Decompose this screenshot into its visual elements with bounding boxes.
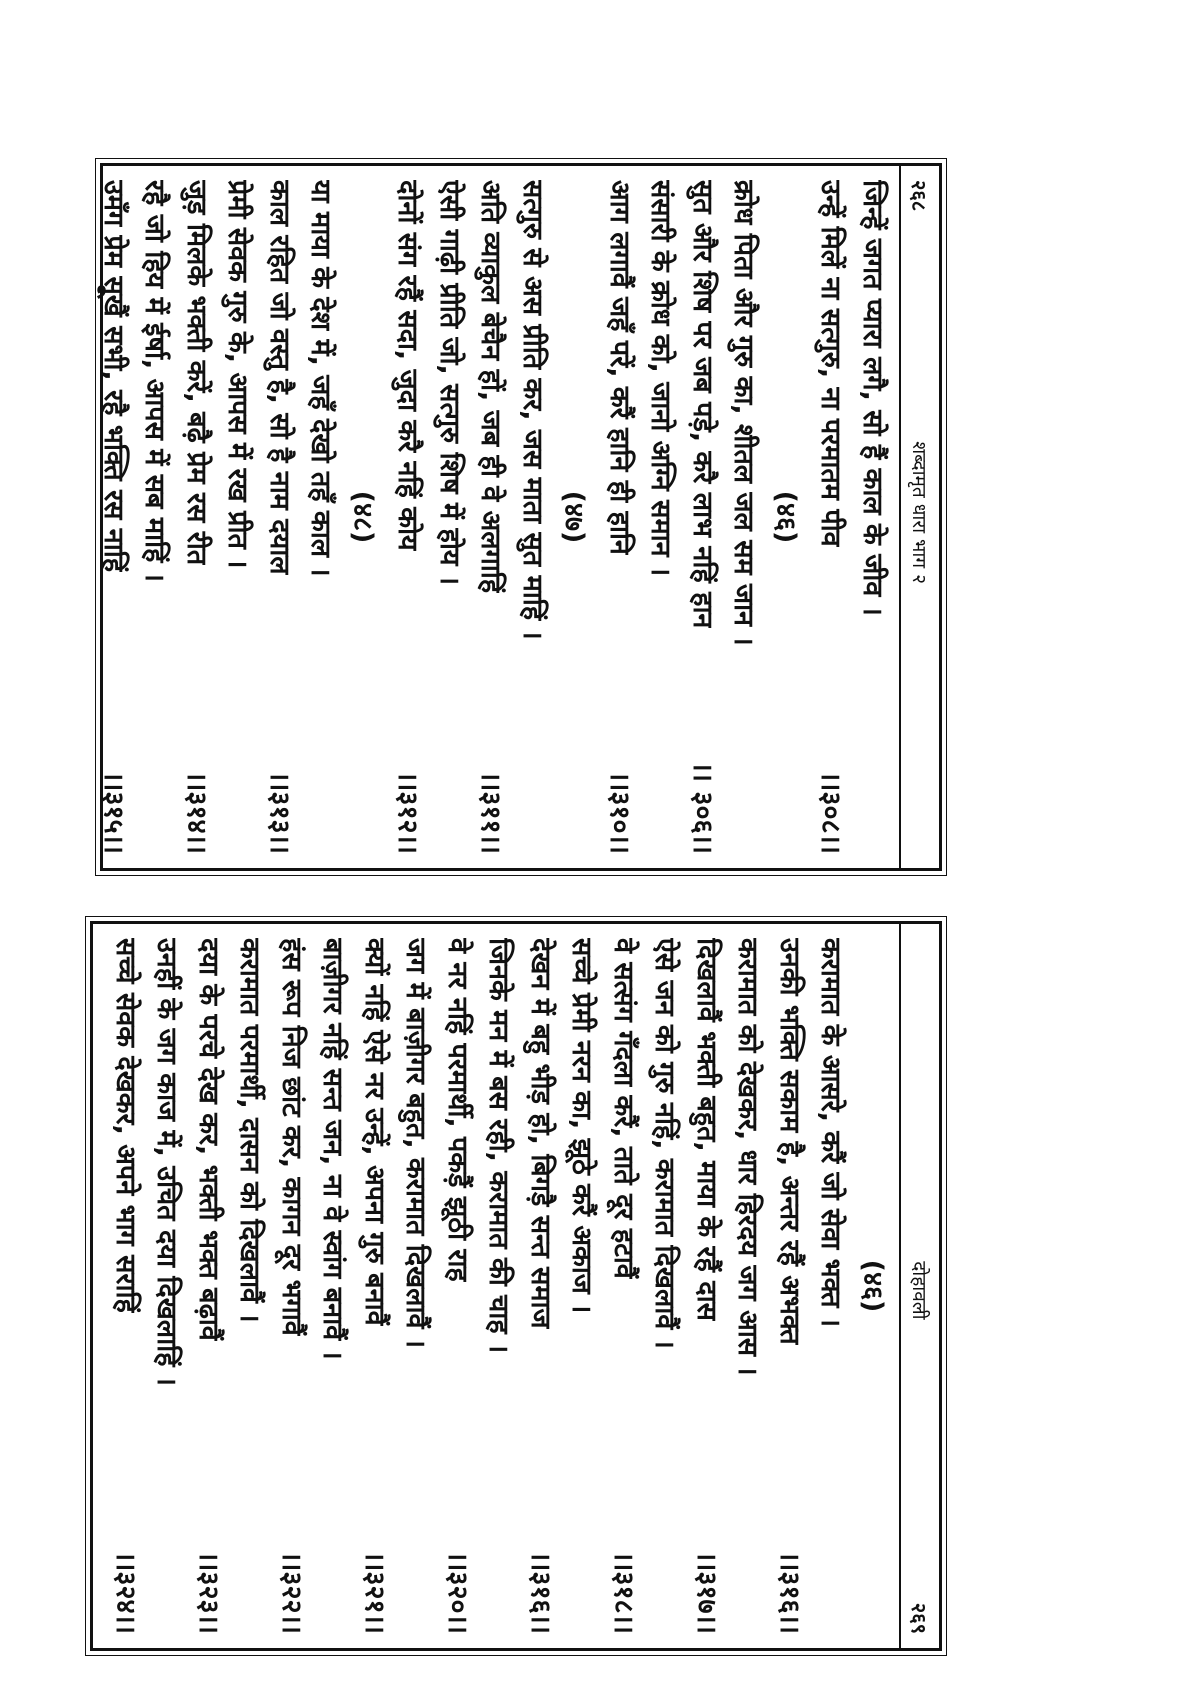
verse-text: या माया के देश में, जहँ देखो तहँ काल ।: [305, 180, 337, 577]
verse-line: [354, 938, 396, 1634]
verse-text: हंस रूप निज छांट कर, कागन दूर भगावैं: [276, 938, 307, 1336]
left-page: [100, 163, 942, 871]
verse-text: जुड़ मिलके भक्ती करें, बढ़ै प्रेम रस रीत: [181, 180, 212, 566]
verse-line: [176, 180, 218, 854]
verse-text: सच्चे प्रेमी नरन का, झूठे करैं अकाज ।: [566, 938, 598, 1314]
verse-text: ऐसे जन को गुरु नहिं, करामात दिखलावैं ।: [649, 938, 681, 1349]
verse-number: ।।३१६।।: [774, 1550, 805, 1634]
verse-text: दोनों संग रहैं सदा, जुदा करै नहिं कोय: [392, 180, 424, 551]
verse-line: [134, 180, 176, 854]
verse-number: ।।३१७।।: [691, 1550, 722, 1634]
verse-number: ।।३२०।।: [442, 1550, 473, 1634]
verse-line: [599, 180, 641, 854]
verse-line: [229, 938, 271, 1634]
verse-line: [769, 938, 811, 1634]
verse-number: ।।३२३।।: [193, 1550, 224, 1634]
section-marker: (४७): [558, 490, 590, 544]
verse-text: करामात के आसरे, करैं जो सेवा भक्त ।: [815, 938, 847, 1328]
verse-number: ।।३२२।।: [276, 1550, 307, 1634]
verse-line: [644, 938, 686, 1634]
page-header: [899, 166, 939, 868]
page-body: [101, 924, 900, 1648]
verse-line: [520, 938, 562, 1634]
page-number: २६८: [907, 180, 932, 212]
verse-text: उमँग प्रेम सूखैं सभी, रहै भक्ति रस नाहिं: [98, 180, 129, 573]
page-body: [89, 166, 900, 868]
verse-line: [512, 180, 554, 854]
verse-line: [259, 180, 301, 854]
verse-text: सच्चे सेवक देखकर, अपने भाग सराहिं: [110, 938, 141, 1313]
verse-text: दिखलावैं भक्ती बहुत, माया के रहैं दास: [691, 938, 722, 1321]
verse-text: सत्गुरु से अस प्रीति कर, जस माता सुत माहिं ।: [517, 180, 548, 640]
verse-number: ।।३१०।।: [604, 770, 635, 854]
verse-line: [640, 180, 682, 854]
verse-line: [478, 938, 520, 1634]
verse-number: ।।३२४।।: [110, 1550, 141, 1634]
verse-number: ।।३१८।।: [608, 1550, 639, 1634]
verse-text: संसारी के क्रोध को, जानो अग्नि समान ।: [645, 180, 677, 577]
right-page: [90, 921, 942, 1651]
verse-text: अति व्याकुल बेचैन हों, जब ही वे अलगाहिं: [475, 180, 507, 594]
verse-text: उन्हें मिलें ना सत्गुरु, ना परमातम पीव: [815, 180, 847, 547]
page-number: २६९: [907, 1602, 932, 1634]
verse-text: सुत और शिष पर जब पड़े, करै लाभ नहिं हान: [687, 180, 718, 629]
verse-text: देखन में बहु भीड़ हो, बिगड़ै सन्त समाज: [525, 938, 556, 1329]
verse-number: ।।३१६।।: [525, 1550, 556, 1634]
verse-text: जिनके मन में बस रही, करामात की चाह ।: [483, 938, 515, 1354]
verse-line: [810, 180, 852, 854]
verse-line: [146, 938, 188, 1634]
verse-text: वे सत्संग गँदला करैं, ताते दूर हटावैं: [608, 938, 639, 1279]
verse-line: [470, 180, 512, 854]
verse-line: [387, 180, 429, 854]
verse-line: [429, 180, 471, 854]
verse-line: [603, 938, 645, 1634]
verse-text: करामात को देखकर, धार हिरदय जग आस ।: [732, 938, 764, 1376]
verse-text: काल रहित जो वस्तु है, सो है नाम दयाल: [264, 180, 295, 575]
verse-number: ।। ३०६।।: [687, 761, 718, 854]
verse-line: [312, 938, 354, 1634]
verse-line: [271, 938, 313, 1634]
verse-number: ।।३०८।।: [815, 770, 847, 854]
verse-line: [300, 180, 342, 854]
verse-line: [561, 938, 603, 1634]
verse-number: ।।३१४।।: [181, 770, 212, 854]
verse-number: ।।३१२।।: [392, 770, 424, 854]
verse-line: [395, 938, 437, 1634]
verse-text: उनकी भक्ति सकाम है, अन्तर रहैं अभक्त: [774, 938, 805, 1345]
verse-text: आग लगावैं जहँ परें, करैं हानि ही हानि: [604, 180, 635, 555]
running-title: शब्दामृत धारा भाग २: [908, 441, 930, 584]
section-marker: (४६): [770, 490, 801, 544]
verse-line: [810, 938, 852, 1634]
verse-line: [723, 180, 765, 854]
running-title: दोहावली: [908, 1261, 930, 1320]
verse-line: [852, 180, 894, 854]
verse-text: वे नर नहिं परमार्थी, पकड़ैं झूठी राह: [442, 938, 473, 1282]
verse-text: उनहीं के जग काज में, उचित दया दिखलाहिं ।: [151, 938, 183, 1387]
verse-text: बाज़ीगर नहिं सन्त जन, ना वे स्वांग बनावैं ।: [317, 938, 349, 1360]
verse-line: [437, 938, 479, 1634]
verse-text: ऐसी गाढ़ी प्रीति जो, सत्गुरु शिष में होय ।: [434, 180, 465, 586]
verse-number: ।।३११।।: [475, 770, 507, 854]
verse-number: ।।३१५।।: [98, 770, 129, 854]
section-marker: (४६): [857, 1259, 888, 1313]
verse-line: [188, 938, 230, 1634]
verse-text: जग में बाज़ीगर बहुत, करामात दिखलावैं ।: [400, 938, 432, 1349]
verse-text: करामात परमार्थी, दासन को दिखलावैं ।: [234, 938, 266, 1323]
verse-text: दया के परचे देख कर, भक्ती भक्त बढ़ावैं: [193, 938, 224, 1341]
verse-line: [727, 938, 769, 1634]
verse-text: जिन्हें जगत प्यारा लगै, सो हैं काल के जीव ।: [857, 180, 888, 616]
verse-line: [686, 938, 728, 1634]
verse-line: [105, 938, 147, 1634]
verse-line: [93, 180, 135, 854]
verse-number: ।।३१३।।: [264, 770, 295, 854]
verse-line: [217, 180, 259, 854]
verse-line: [682, 180, 724, 854]
verse-text: क्रोध पिता और गुरु का, शीतल जल सम जान ।: [728, 180, 760, 646]
verse-text: रहै जो हिय में ईर्षा, आपस में सब माहिं ।: [139, 180, 171, 582]
verse-text: क्यों नहिं ऐसे नर उन्हें, अपना गुरु बनावैं: [359, 938, 390, 1326]
page-header: [899, 924, 939, 1648]
verse-number: ।।३२१।।: [359, 1550, 390, 1634]
verse-text: प्रेमी सेवक गुरु के, आपस में रख प्रीत ।: [222, 180, 254, 569]
section-marker: (४८): [347, 490, 378, 544]
